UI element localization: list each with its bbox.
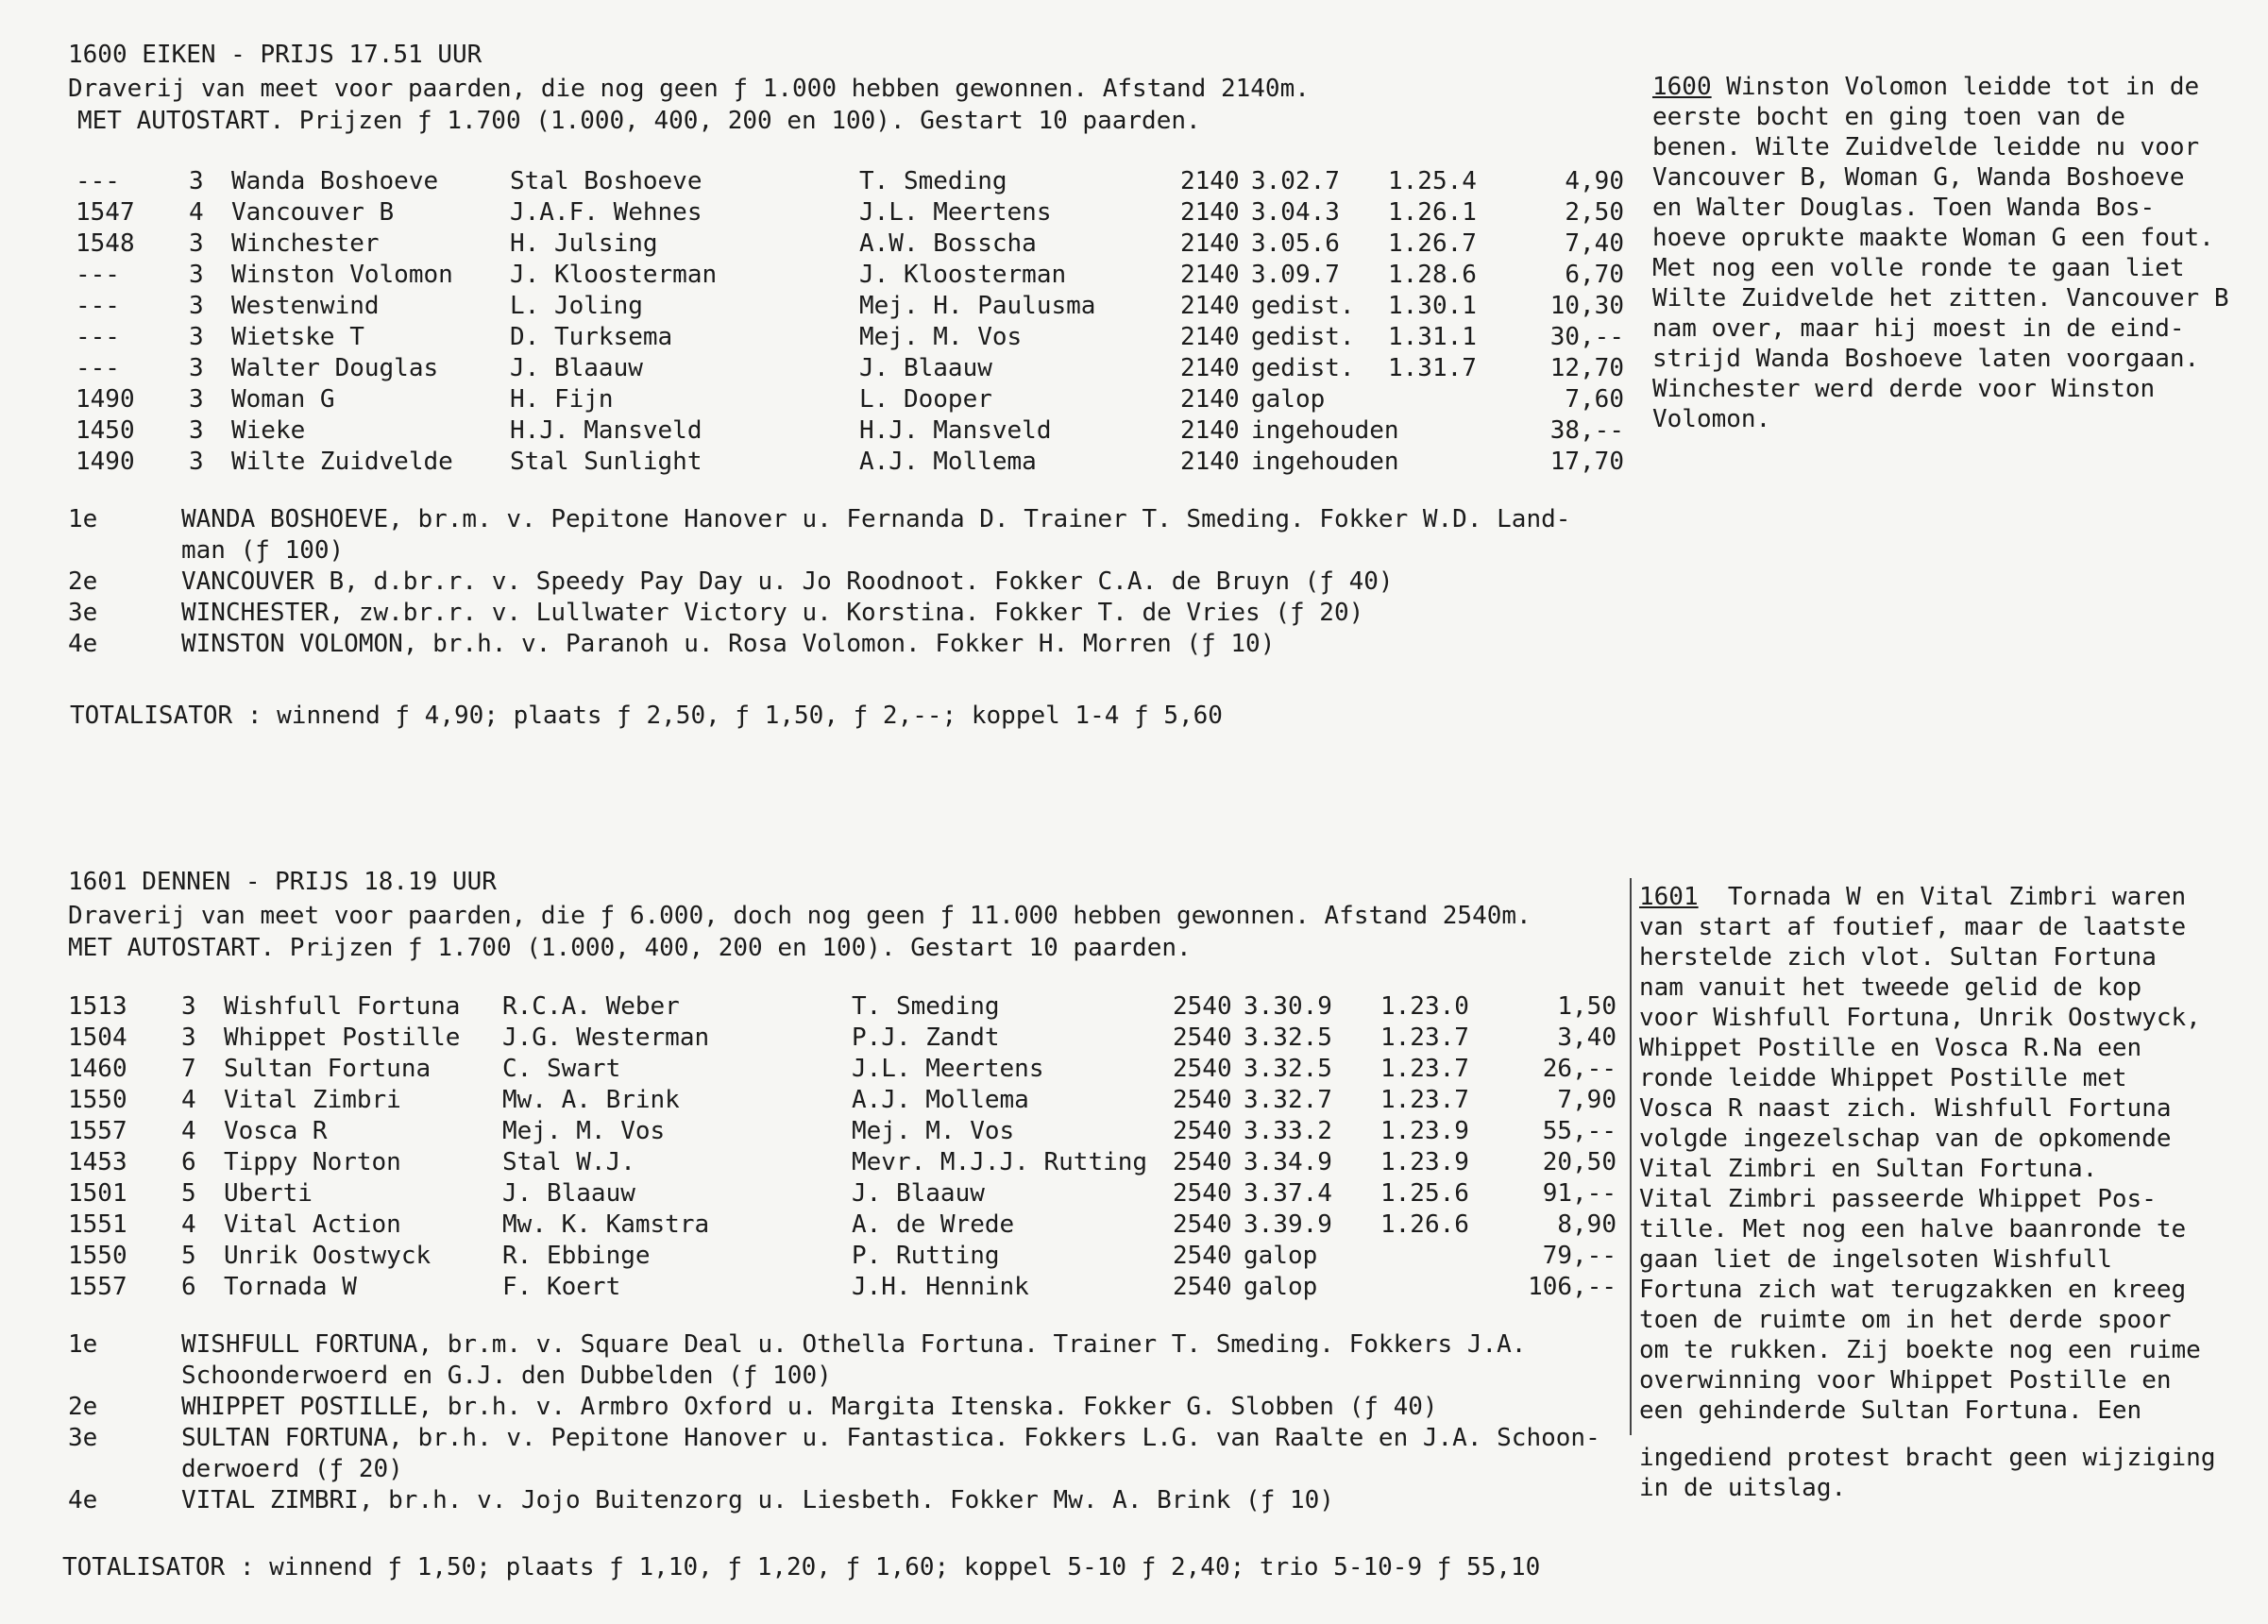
form-ref: 1550 — [68, 1242, 127, 1270]
form-ref: --- — [76, 292, 120, 320]
placing-rank: 2e — [68, 567, 98, 596]
odds: 2,50 — [1565, 198, 1624, 227]
commentary-line: volgde ingezelschap van de opkomende — [1639, 1125, 2172, 1153]
horse-name: Wishfull Fortuna — [224, 992, 461, 1021]
age: 4 — [189, 198, 204, 227]
commentary-line: hoeve oprukte maakte Woman G een fout. — [1652, 224, 2214, 252]
distance: 2540 — [1173, 1273, 1232, 1301]
owner: J.G. Westerman — [502, 1023, 710, 1052]
placing-rank: 3e — [68, 1424, 98, 1452]
km-time: 1.23.7 — [1380, 1086, 1469, 1114]
odds: 12,70 — [1549, 354, 1624, 382]
total-time: gedist. — [1251, 354, 1355, 382]
owner: Stal Sunlight — [510, 448, 702, 476]
commentary-line: van start af foutief, maar de laatste — [1639, 913, 2187, 941]
odds: 17,70 — [1549, 448, 1624, 476]
total-time: ingehouden — [1251, 448, 1399, 476]
km-time: 1.23.7 — [1380, 1023, 1469, 1052]
odds: 4,90 — [1565, 167, 1624, 195]
form-ref: 1547 — [76, 198, 135, 227]
age: 3 — [189, 448, 204, 476]
form-ref: 1504 — [68, 1023, 127, 1052]
odds: 7,60 — [1565, 385, 1624, 414]
total-time: 3.34.9 — [1244, 1148, 1332, 1176]
placing-rank: 3e — [68, 599, 98, 627]
total-time: galop — [1244, 1242, 1318, 1270]
distance: 2540 — [1173, 1086, 1232, 1114]
age: 6 — [181, 1273, 196, 1301]
age: 3 — [189, 416, 204, 445]
total-time: 3.33.2 — [1244, 1117, 1332, 1145]
km-time: 1.30.1 — [1388, 292, 1477, 320]
commentary-line: Met nog een volle ronde te gaan liet — [1652, 254, 2185, 282]
commentary-line: nam over, maar hij moest in de eind- — [1652, 314, 2185, 343]
km-time: 1.25.4 — [1388, 167, 1477, 195]
total-time: 3.04.3 — [1251, 198, 1340, 227]
commentary-line: in de uitslag. — [1639, 1474, 1847, 1502]
total-time: galop — [1244, 1273, 1318, 1301]
driver: A.W. Bosscha — [859, 229, 1037, 258]
age: 3 — [181, 992, 196, 1021]
km-time: 1.23.9 — [1380, 1117, 1469, 1145]
owner: Stal W.J. — [502, 1148, 635, 1176]
total-time: gedist. — [1251, 292, 1355, 320]
form-ref: 1453 — [68, 1148, 127, 1176]
km-time: 1.23.0 — [1380, 992, 1469, 1021]
placing-rank: 4e — [68, 1486, 98, 1514]
owner: L. Joling — [510, 292, 643, 320]
commentary-race-number: 1600 — [1652, 73, 1712, 101]
commentary-line: Winchester werd derde voor Winston — [1652, 375, 2156, 403]
age: 7 — [181, 1055, 196, 1083]
placing-rank: 2e — [68, 1393, 98, 1421]
age: 3 — [181, 1023, 196, 1052]
odds: 20,50 — [1542, 1148, 1616, 1176]
distance: 2540 — [1173, 992, 1232, 1021]
race-conditions: MET AUTOSTART. Prijzen ƒ 1.700 (1.000, 400, 200 en 100). Gestart 10 paarden. — [68, 934, 1192, 962]
total-time: 3.39.9 — [1244, 1210, 1332, 1239]
form-ref: --- — [76, 354, 120, 382]
driver: Mej. H. Paulusma — [859, 292, 1096, 320]
horse-name: Tornada W — [224, 1273, 357, 1301]
owner: Mw. K. Kamstra — [502, 1210, 710, 1239]
owner: H.J. Mansveld — [510, 416, 702, 445]
horse-name: Whippet Postille — [224, 1023, 461, 1052]
horse-name: Wietske T — [231, 323, 364, 351]
horse-name: Vancouver B — [231, 198, 395, 227]
total-time: 3.37.4 — [1244, 1179, 1332, 1208]
horse-name: Vital Zimbri — [224, 1086, 401, 1114]
age: 3 — [189, 261, 204, 289]
form-ref: 1501 — [68, 1179, 127, 1208]
owner: J.A.F. Wehnes — [510, 198, 702, 227]
driver: A.J. Mollema — [852, 1086, 1029, 1114]
commentary-line: nam vanuit het tweede gelid de kop — [1639, 973, 2142, 1002]
owner: H. Fijn — [510, 385, 614, 414]
age: 3 — [189, 167, 204, 195]
commentary-line: om te rukken. Zij boekte nog een ruime — [1639, 1336, 2201, 1364]
total-time: gedist. — [1251, 323, 1355, 351]
placing-text: WHIPPET POSTILLE, br.h. v. Armbro Oxford u. Margita Itenska. Fokker G. Slobben (ƒ 40) — [181, 1393, 1438, 1421]
placing-text: man (ƒ 100) — [181, 536, 345, 565]
column-divider — [1630, 878, 1632, 1435]
form-ref: 1490 — [76, 385, 135, 414]
km-time: 1.31.1 — [1388, 323, 1477, 351]
odds: 38,-- — [1549, 416, 1624, 445]
distance: 2140 — [1180, 261, 1240, 289]
total-time: 3.32.5 — [1244, 1023, 1332, 1052]
driver: J.L. Meertens — [852, 1055, 1044, 1083]
age: 5 — [181, 1179, 196, 1208]
form-ref: 1551 — [68, 1210, 127, 1239]
distance: 2540 — [1173, 1055, 1232, 1083]
age: 4 — [181, 1117, 196, 1145]
horse-name: Walter Douglas — [231, 354, 439, 382]
horse-name: Wilte Zuidvelde — [231, 448, 453, 476]
distance: 2140 — [1180, 354, 1240, 382]
commentary-line: Vosca R naast zich. Wishfull Fortuna — [1639, 1094, 2172, 1123]
commentary-line: overwinning voor Whippet Postille en — [1639, 1366, 2172, 1395]
commentary-line: en Walter Douglas. Toen Wanda Bos- — [1652, 194, 2156, 222]
owner: D. Turksema — [510, 323, 673, 351]
odds: 106,-- — [1528, 1273, 1616, 1301]
total-time: ingehouden — [1251, 416, 1399, 445]
km-time: 1.28.6 — [1388, 261, 1477, 289]
owner: J. Blaauw — [502, 1179, 635, 1208]
owner: R.C.A. Weber — [502, 992, 680, 1021]
placing-text: WINSTON VOLOMON, br.h. v. Paranoh u. Rosa Volomon. Fokker H. Morren (ƒ 10) — [181, 630, 1276, 658]
driver: H.J. Mansveld — [859, 416, 1052, 445]
commentary-race-number: 1601 — [1639, 883, 1699, 911]
horse-name: Vosca R — [224, 1117, 328, 1145]
total-time: 3.32.5 — [1244, 1055, 1332, 1083]
driver: A.J. Mollema — [859, 448, 1037, 476]
age: 5 — [181, 1242, 196, 1270]
km-time: 1.26.7 — [1388, 229, 1477, 258]
odds: 30,-- — [1549, 323, 1624, 351]
commentary-line: Fortuna zich wat terugzakken en kreeg — [1639, 1276, 2187, 1304]
commentary-line: Wilte Zuidvelde het zitten. Vancouver B — [1652, 284, 2229, 313]
horse-name: Woman G — [231, 385, 335, 414]
driver: Mej. M. Vos — [852, 1117, 1015, 1145]
owner: C. Swart — [502, 1055, 621, 1083]
horse-name: Sultan Fortuna — [224, 1055, 432, 1083]
totalisator: TOTALISATOR : winnend ƒ 1,50; plaats ƒ 1,10, ƒ 1,20, ƒ 1,60; koppel 5-10 ƒ 2,40; trio 5-10-9 ƒ 55,10 — [62, 1553, 1541, 1582]
commentary-line: eerste bocht en ging toen van de — [1652, 103, 2125, 131]
distance: 2140 — [1180, 448, 1240, 476]
placing-rank: 1e — [68, 1330, 98, 1359]
driver: L. Dooper — [859, 385, 992, 414]
km-time: 1.23.7 — [1380, 1055, 1469, 1083]
race-description: Draverij van meet voor paarden, die nog geen ƒ 1.000 hebben gewonnen. Afstand 2140m. — [68, 75, 1310, 103]
placing-text: WINCHESTER, zw.br.r. v. Lullwater Victory u. Korstina. Fokker T. de Vries (ƒ 20) — [181, 599, 1364, 627]
distance: 2540 — [1173, 1023, 1232, 1052]
form-ref: 1513 — [68, 992, 127, 1021]
odds: 26,-- — [1542, 1055, 1616, 1083]
age: 3 — [189, 292, 204, 320]
form-ref: 1557 — [68, 1273, 127, 1301]
odds: 55,-- — [1542, 1117, 1616, 1145]
driver: T. Smeding — [859, 167, 1007, 195]
commentary-line: herstelde zich vlot. Sultan Fortuna — [1639, 943, 2157, 972]
race-title: 1601 DENNEN - PRIJS 18.19 UUR — [68, 868, 497, 896]
form-ref: --- — [76, 261, 120, 289]
owner: J. Kloosterman — [510, 261, 718, 289]
total-time: 3.09.7 — [1251, 261, 1340, 289]
age: 4 — [181, 1086, 196, 1114]
commentary-line: Whippet Postille en Vosca R.Na een — [1639, 1034, 2142, 1062]
distance: 2540 — [1173, 1117, 1232, 1145]
age: 3 — [189, 323, 204, 351]
distance: 2140 — [1180, 167, 1240, 195]
placing-rank: 1e — [68, 505, 98, 533]
driver: T. Smeding — [852, 992, 1000, 1021]
driver: J. Blaauw — [852, 1179, 985, 1208]
race-commentary: 1600 Winston Volomon leidde tot in de eerste bocht en ging toen van de benen. Wilte Zuidvelde leidde nu voor Vancouver B, Woman G, Wanda Boshoeve en Walter Douglas. Toen Wanda Bos- hoeve oprukte maakte Woman G een fout. Met nog een volle ronde te gaan liet Wilte Zuidvelde het zitten. Vancouver B nam over, maar hij moest in de eind- strijd Wanda Boshoeve laten voorgaan. Winchester werd derde voor Winston Volomon. — [1652, 72, 2257, 434]
odds: 91,-- — [1542, 1179, 1616, 1208]
km-time: 1.25.6 — [1380, 1179, 1469, 1208]
total-time: 3.02.7 — [1251, 167, 1340, 195]
commentary-line: voor Wishfull Fortuna, Unrik Oostwyck, — [1639, 1004, 2201, 1032]
placing-text: VITAL ZIMBRI, br.h. v. Jojo Buitenzorg u. Liesbeth. Fokker Mw. A. Brink (ƒ 10) — [181, 1486, 1334, 1514]
distance: 2140 — [1180, 292, 1240, 320]
placing-text: SULTAN FORTUNA, br.h. v. Pepitone Hanover u. Fantastica. Fokkers L.G. van Raalte en J.A. Schoon- — [181, 1424, 1600, 1452]
commentary-line: ronde leidde Whippet Postille met — [1639, 1064, 2127, 1092]
odds: 79,-- — [1542, 1242, 1616, 1270]
distance: 2540 — [1173, 1148, 1232, 1176]
commentary-line: Volomon. — [1652, 405, 1771, 433]
total-time: 3.30.9 — [1244, 992, 1332, 1021]
horse-name: Wieke — [231, 416, 306, 445]
totalisator: TOTALISATOR : winnend ƒ 4,90; plaats ƒ 2,50, ƒ 1,50, ƒ 2,--; koppel 1-4 ƒ 5,60 — [70, 702, 1223, 730]
odds: 1,50 — [1557, 992, 1616, 1021]
total-time: galop — [1251, 385, 1326, 414]
placing-text: WISHFULL FORTUNA, br.m. v. Square Deal u. Othella Fortuna. Trainer T. Smeding. Fokkers J.A. — [181, 1330, 1527, 1359]
placing-text: Schoonderwoerd en G.J. den Dubbelden (ƒ 100) — [181, 1362, 832, 1390]
age: 3 — [189, 354, 204, 382]
odds: 3,40 — [1557, 1023, 1616, 1052]
odds: 8,90 — [1557, 1210, 1616, 1239]
distance: 2140 — [1180, 198, 1240, 227]
km-time: 1.26.6 — [1380, 1210, 1469, 1239]
distance: 2540 — [1173, 1210, 1232, 1239]
placing-text: WANDA BOSHOEVE, br.m. v. Pepitone Hanover u. Fernanda D. Trainer T. Smeding. Fokker W.D. Land- — [181, 505, 1571, 533]
age: 4 — [181, 1210, 196, 1239]
form-ref: 1450 — [76, 416, 135, 445]
age: 6 — [181, 1148, 196, 1176]
horse-name: Winston Volomon — [231, 261, 453, 289]
driver: Mej. M. Vos — [859, 323, 1023, 351]
owner: R. Ebbinge — [502, 1242, 651, 1270]
driver: P.J. Zandt — [852, 1023, 1000, 1052]
driver: P. Rutting — [852, 1242, 1000, 1270]
form-ref: 1550 — [68, 1086, 127, 1114]
age: 3 — [189, 229, 204, 258]
odds: 7,40 — [1565, 229, 1624, 258]
race-title: 1600 EIKEN - PRIJS 17.51 UUR — [68, 41, 482, 69]
horse-name: Vital Action — [224, 1210, 401, 1239]
total-time: 3.05.6 — [1251, 229, 1340, 258]
race-commentary: 1601 Tornada W en Vital Zimbri waren van start af foutief, maar de laatste herstelde zich vlot. Sultan Fortuna nam vanuit het tweede gelid de kop voor Wishfull Fortuna, Unrik Oostwyck, Whippet Postille en Vosca R.Na een ronde leidde Whippet Postille met Vosca R naast zich. Wishfull Fortuna volgde ingezelschap van de opkomende Vital Zimbri en Sultan Fortuna. Vital Zimbri passeerde Whippet Pos- tille. Met nog een halve baanronde te gaan liet de ingelsoten Wishfull Fortuna zich wat terugzakken en kreeg toen de ruimte om in het derde spoor om te rukken. Zij boekte nog een ruime overwinning voor Whippet Postille en een gehinderde Sultan Fortuna. Een ingediend protest bracht geen wijziging in de uitslag. — [1639, 882, 2262, 1503]
horse-name: Uberti — [224, 1179, 313, 1208]
distance: 2540 — [1173, 1179, 1232, 1208]
commentary-line: tille. Met nog een halve baanronde te — [1639, 1215, 2187, 1243]
driver: J. Kloosterman — [859, 261, 1067, 289]
form-ref: 1460 — [68, 1055, 127, 1083]
distance: 2140 — [1180, 416, 1240, 445]
owner: Mej. M. Vos — [502, 1117, 666, 1145]
commentary-line: een gehinderde Sultan Fortuna. Een — [1639, 1396, 2142, 1425]
km-time: 1.31.7 — [1388, 354, 1477, 382]
placing-rank: 4e — [68, 630, 98, 658]
commentary-line: Vital Zimbri en Sultan Fortuna. — [1639, 1155, 2098, 1183]
race-description: Draverij van meet voor paarden, die ƒ 6.000, doch nog geen ƒ 11.000 hebben gewonnen. Afstand 2540m. — [68, 902, 1532, 930]
horse-name: Tippy Norton — [224, 1148, 401, 1176]
driver: J. Blaauw — [859, 354, 992, 382]
form-ref: 1490 — [76, 448, 135, 476]
commentary-line: toen de ruimte om in het derde spoor — [1639, 1306, 2172, 1334]
driver: J.H. Hennink — [852, 1273, 1029, 1301]
race-conditions: MET AUTOSTART. Prijzen ƒ 1.700 (1.000, 400, 200 en 100). Gestart 10 paarden. — [77, 107, 1201, 135]
owner: Stal Boshoeve — [510, 167, 702, 195]
owner: J. Blaauw — [510, 354, 643, 382]
commentary-line: Vital Zimbri passeerde Whippet Pos- — [1639, 1185, 2157, 1213]
owner: F. Koert — [502, 1273, 621, 1301]
odds: 6,70 — [1565, 261, 1624, 289]
form-ref: --- — [76, 323, 120, 351]
commentary-line: Vancouver B, Woman G, Wanda Boshoeve — [1652, 163, 2185, 192]
distance: 2540 — [1173, 1242, 1232, 1270]
form-ref: 1557 — [68, 1117, 127, 1145]
form-ref: 1548 — [76, 229, 135, 258]
distance: 2140 — [1180, 323, 1240, 351]
km-time: 1.23.9 — [1380, 1148, 1469, 1176]
placing-text: VANCOUVER B, d.br.r. v. Speedy Pay Day u. Jo Roodnoot. Fokker C.A. de Bruyn (ƒ 40) — [181, 567, 1394, 596]
distance: 2140 — [1180, 385, 1240, 414]
horse-name: Wanda Boshoeve — [231, 167, 439, 195]
commentary-line: gaan liet de ingelsoten Wishfull — [1639, 1245, 2112, 1274]
owner: Mw. A. Brink — [502, 1086, 680, 1114]
placing-text: derwoerd (ƒ 20) — [181, 1455, 403, 1483]
horse-name: Westenwind — [231, 292, 380, 320]
commentary-line: ingediend protest bracht geen wijziging — [1639, 1444, 2216, 1472]
form-ref: --- — [76, 167, 120, 195]
horse-name: Winchester — [231, 229, 380, 258]
driver: J.L. Meertens — [859, 198, 1052, 227]
total-time: 3.32.7 — [1244, 1086, 1332, 1114]
km-time: 1.26.1 — [1388, 198, 1477, 227]
commentary-line: benen. Wilte Zuidvelde leidde nu voor — [1652, 133, 2200, 161]
driver: A. de Wrede — [852, 1210, 1015, 1239]
driver: Mevr. M.J.J. Rutting — [852, 1148, 1148, 1176]
commentary-line: strijd Wanda Boshoeve laten voorgaan. — [1652, 345, 2200, 373]
owner: H. Julsing — [510, 229, 658, 258]
age: 3 — [189, 385, 204, 414]
horse-name: Unrik Oostwyck — [224, 1242, 432, 1270]
odds: 7,90 — [1557, 1086, 1616, 1114]
odds: 10,30 — [1549, 292, 1624, 320]
distance: 2140 — [1180, 229, 1240, 258]
